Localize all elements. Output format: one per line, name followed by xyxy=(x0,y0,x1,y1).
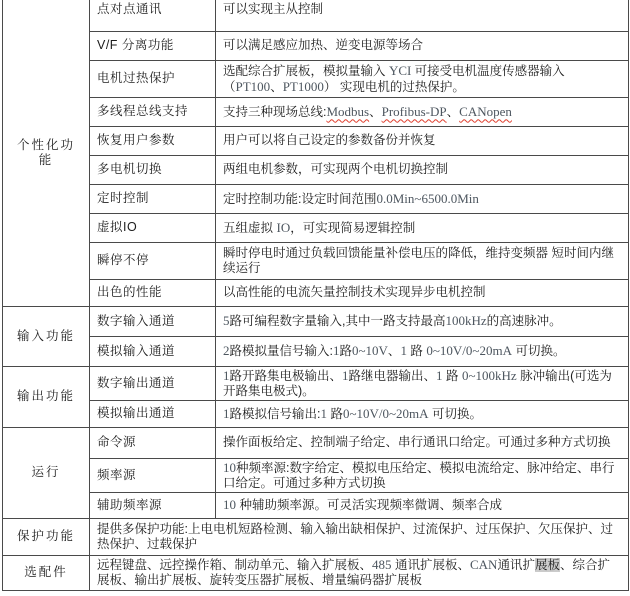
table-row xyxy=(3,518,629,555)
table-row xyxy=(3,458,629,492)
description-cell xyxy=(216,400,629,427)
feature-cell: 多线程总线支持 xyxy=(90,97,216,126)
feature-cell: 虚拟IO xyxy=(90,213,216,242)
category-cell: 个性化功能 xyxy=(3,0,90,306)
spellcheck-flagged-text: Modbus xyxy=(326,103,370,119)
table-row xyxy=(3,400,629,427)
text-segment: 两组电机参数，可实现两个电机切换控制 xyxy=(223,162,449,176)
description-cell xyxy=(216,60,629,97)
feature-cell: 出色的性能 xyxy=(90,279,216,306)
table-row xyxy=(3,306,629,336)
text-segment: 提供多保护功能:上电电机短路检测、输入输出缺相保护、过流保护、过压保护、欠压保护、过热保护、过载保护 xyxy=(97,521,613,551)
feature-cell: 模拟输入通道 xyxy=(90,336,216,366)
latin-text: 1 xyxy=(342,367,349,383)
latin-text: 485 xyxy=(372,557,392,572)
latin-text: 0.0Min~6500.0Min xyxy=(376,190,479,206)
table-row xyxy=(3,60,629,97)
highlighted-text: 展板 xyxy=(534,558,560,572)
text-segment: 的高速脉冲。 xyxy=(486,314,562,328)
text-segment: 通讯扩 xyxy=(497,558,535,572)
feature-cell: 瞬停不停 xyxy=(90,242,216,279)
table-row xyxy=(3,97,629,126)
description-cell xyxy=(216,427,629,458)
text-segment: 可接受电机温度传感器输入（ xyxy=(223,63,565,94)
text-segment: 远程键盘、远控操作箱、制动单元、输入扩展板、 xyxy=(97,558,373,572)
text-segment: 路模拟量信号输入: xyxy=(229,344,333,358)
description-cell xyxy=(216,242,629,279)
feature-cell: 数字输入通道 xyxy=(90,306,216,336)
table-row xyxy=(3,427,629,458)
text-segment: 可切换。 xyxy=(428,406,483,421)
feature-cell: 恢复用户参数 xyxy=(90,126,216,155)
table-row xyxy=(3,126,629,155)
latin-text: 1 xyxy=(320,405,327,421)
description-cell xyxy=(216,366,629,400)
text-segment: 路 xyxy=(326,406,343,421)
description-cell xyxy=(90,518,629,555)
text-segment: 瞬时停电时通过负载回馈能量补偿电压的降低，维持变频器 短时间内继续运行 xyxy=(223,245,614,275)
latin-text: 1 xyxy=(223,367,230,383)
latin-text: 2 xyxy=(223,343,230,358)
latin-text: 100kHz xyxy=(445,313,487,328)
text-segment: 种辅助频率源。可灵活实现频率微调、频率合成 xyxy=(236,498,502,512)
latin-text: 1 xyxy=(436,367,443,383)
description-cell xyxy=(216,306,629,336)
spec-table xyxy=(2,0,629,591)
category-cell: 选配件 xyxy=(3,555,90,590)
text-segment: 可切换。 xyxy=(511,344,566,358)
text-segment: 路 xyxy=(406,344,427,358)
latin-text: IO xyxy=(276,219,291,235)
feature-cell: 频率源 xyxy=(90,458,216,492)
text-segment: 种频率源:数字给定、模拟电压给定、模拟电流给定、脉冲给定、串行口给定。可通过多种方式切换 xyxy=(223,460,615,490)
table-row xyxy=(3,336,629,366)
latin-text: CAN xyxy=(470,557,498,572)
spellcheck-flagged-text: CANopen xyxy=(459,103,512,119)
text-segment: 脉冲输出(可选为开路集电极式)。 xyxy=(223,368,612,398)
text-segment: 路可编程数字量输入,其中一路支持最高 xyxy=(229,314,446,328)
text-segment: 选配综合扩展板，模拟量输入 xyxy=(223,63,389,78)
feature-cell: 命令源 xyxy=(90,427,216,458)
latin-text: PT100 xyxy=(235,78,271,94)
table-row xyxy=(3,213,629,242)
text-segment: 路开路集电极输出、 xyxy=(229,368,343,383)
latin-text: 0~100kHz xyxy=(461,367,517,383)
description-cell xyxy=(216,279,629,306)
latin-text: 1 xyxy=(223,405,230,421)
latin-text: PT1000 xyxy=(282,78,324,94)
text-segment: 路模拟信号输出: xyxy=(229,406,321,421)
description-cell xyxy=(216,97,629,126)
text-segment: 、综合扩展板、输出扩展板、旋转变压器扩展板、增量编码器扩展板 xyxy=(97,558,610,587)
description-cell xyxy=(216,126,629,155)
table-row xyxy=(3,242,629,279)
feature-cell: 定时控制 xyxy=(90,184,216,213)
feature-cell: V/F 分离功能 xyxy=(90,31,216,60)
category-cell: 保护功能 xyxy=(3,518,90,555)
text-segment: 通讯扩展板、 xyxy=(391,558,470,572)
feature-cell: 电机过热保护 xyxy=(90,60,216,97)
table-row xyxy=(3,184,629,213)
text-segment: 、 xyxy=(270,79,283,94)
latin-text: 1 xyxy=(332,343,340,358)
latin-text: 5 xyxy=(223,313,230,328)
table-row xyxy=(3,155,629,184)
text-segment: 操作面板给定、控制端子给定、串行通讯口给定。可通过多种方式切换 xyxy=(223,435,611,449)
table-row xyxy=(3,279,629,306)
latin-text: YCI xyxy=(388,62,415,78)
description-cell xyxy=(90,555,629,590)
category-cell: 输出功能 xyxy=(3,366,90,427)
text-segment: 定时控制功能:设定时间范围 xyxy=(223,191,377,206)
text-segment: 可以满足感应加热、逆变电源等场合 xyxy=(223,38,424,52)
table-row xyxy=(3,0,629,31)
category-cell: 运行 xyxy=(3,427,90,518)
feature-cell: 模拟输出通道 xyxy=(90,400,216,427)
category-cell: 输入功能 xyxy=(3,306,90,366)
latin-text: 0~10V/0~20mA xyxy=(342,405,429,421)
latin-text: 0~10V/0~20mA xyxy=(426,343,512,358)
text-segment: 、 xyxy=(387,344,401,358)
description-cell xyxy=(216,155,629,184)
text-segment: ，可实现简易逻辑控制 xyxy=(290,220,416,235)
text-segment: 以高性能的电流矢量控制技术实现异步电机控制 xyxy=(223,285,486,299)
feature-cell: 辅助频率源 xyxy=(90,492,216,518)
feature-cell: 点对点通讯 xyxy=(90,0,216,31)
text-segment: 可以实现主从控制 xyxy=(223,2,324,16)
latin-text: 1 xyxy=(400,343,407,358)
table-row xyxy=(3,555,629,590)
text-segment: 路继电器输出、 xyxy=(348,368,437,383)
latin-text: 10 xyxy=(223,497,236,512)
table-row xyxy=(3,492,629,518)
latin-text: 10 xyxy=(223,459,236,475)
spec-table-body xyxy=(3,0,629,590)
text-segment: 、 xyxy=(369,104,382,119)
table-row xyxy=(3,366,629,400)
text-segment: 路 xyxy=(339,344,352,358)
feature-cell: 数字输出通道 xyxy=(90,366,216,400)
text-segment: ） 实现电机的过热保护。 xyxy=(323,79,465,94)
text-segment: 路 xyxy=(442,368,462,383)
text-segment: 、 xyxy=(446,104,460,119)
text-segment: 用户可以将自己设定的参数备份并恢复 xyxy=(223,133,436,147)
description-cell xyxy=(216,0,629,31)
description-cell xyxy=(216,492,629,518)
spellcheck-flagged-text: Profibus-DP xyxy=(381,103,447,119)
feature-cell: 多电机切换 xyxy=(90,155,216,184)
description-cell xyxy=(216,213,629,242)
text-segment: 支持三种现场总线: xyxy=(223,104,327,119)
description-cell xyxy=(216,184,629,213)
description-cell xyxy=(216,31,629,60)
latin-text: 0~10V xyxy=(352,343,388,358)
table-row xyxy=(3,31,629,60)
text-segment: 五组虚拟 xyxy=(223,220,277,235)
description-cell xyxy=(216,458,629,492)
description-cell xyxy=(216,336,629,366)
